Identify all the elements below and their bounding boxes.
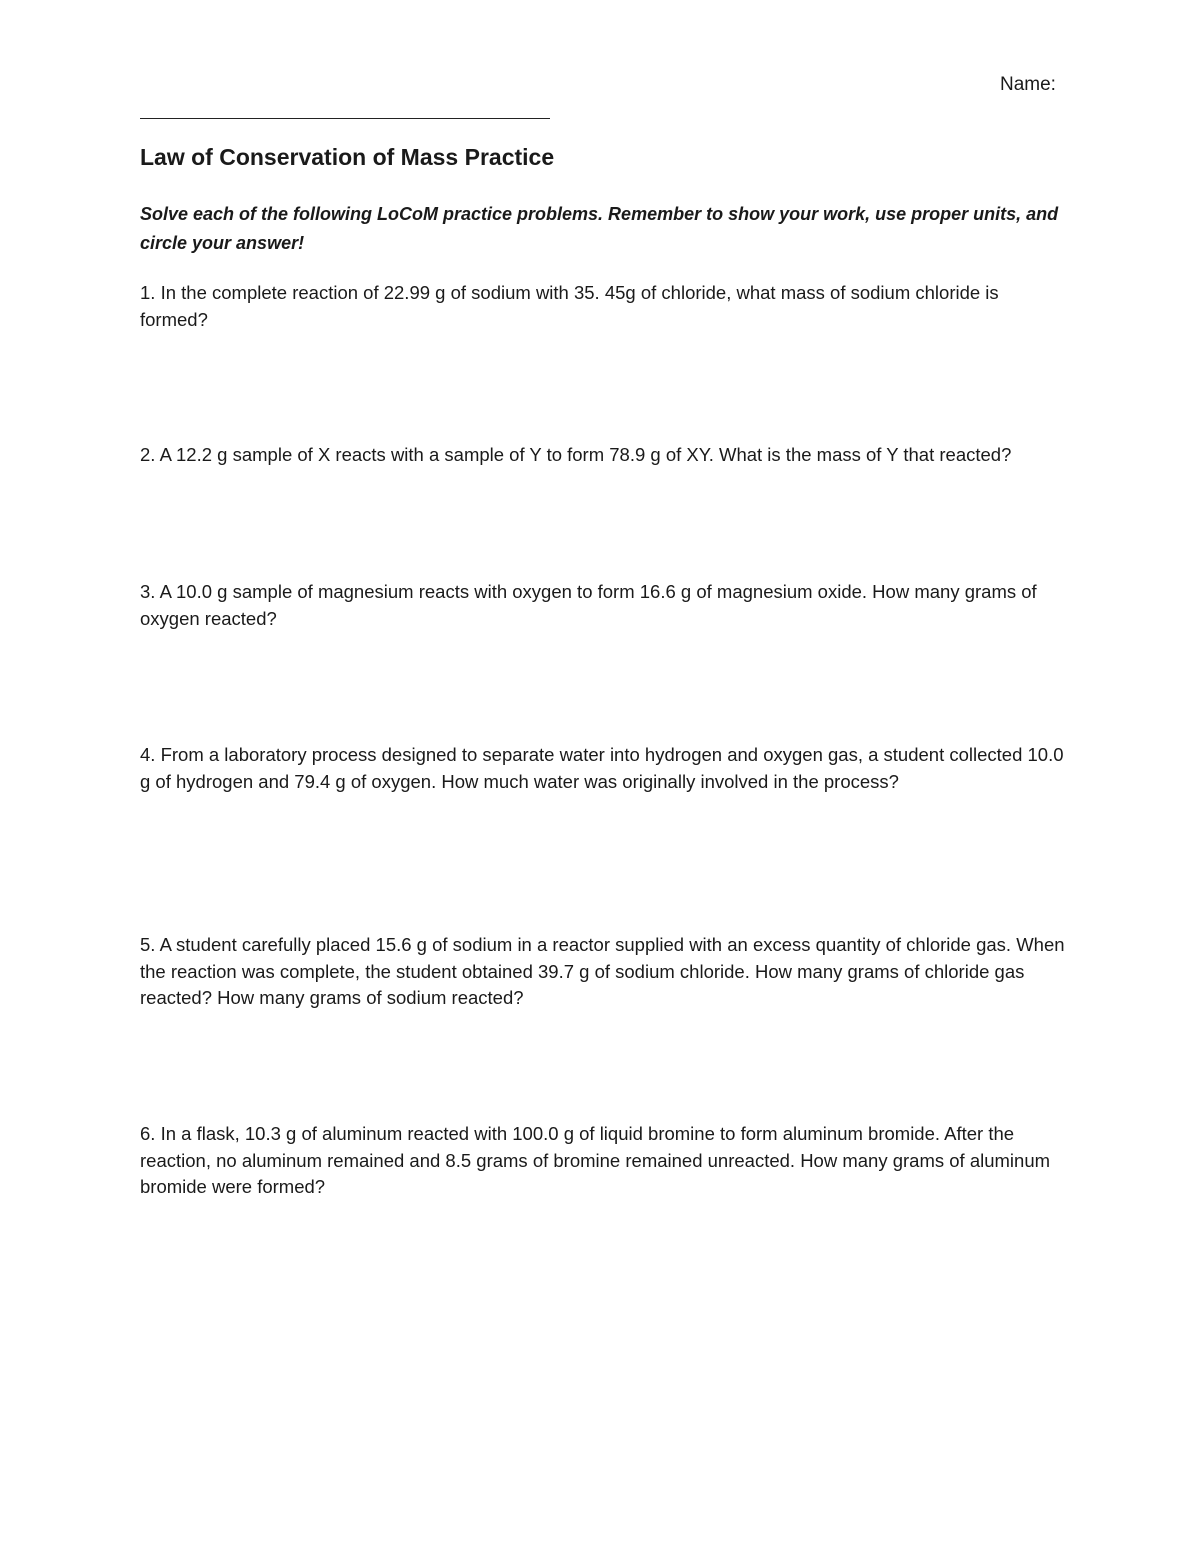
name-blank-line[interactable]: [140, 118, 550, 119]
question-number: 6.: [140, 1123, 156, 1144]
question-text: A student carefully placed 15.6 g of sodium in a reactor supplied with an excess quantity of chloride gas. When the reaction was complete, the student obtained 39.7 g of sodium chloride. How many grams of chloride gas reacted? How many grams of sodium reacted?: [140, 934, 1065, 1008]
question-number: 3.: [140, 581, 156, 602]
question-text: A 10.0 g sample of magnesium reacts with oxygen to form 16.6 g of magnesium oxide. How many grams of oxygen reacted?: [140, 581, 1037, 629]
worksheet-title: Law of Conservation of Mass Practice: [140, 144, 555, 170]
question-number: 4.: [140, 744, 156, 765]
question-text: In a flask, 10.3 g of aluminum reacted with 100.0 g of liquid bromine to form aluminum bromide. After the reaction, no aluminum remained and 8.5 grams of bromine remained unreacted. How many grams of aluminum bromide were formed?: [140, 1123, 1051, 1197]
question-text: A 12.2 g sample of X reacts with a sample of Y to form 78.9 g of XY. What is the mass of Y that reacted?: [159, 444, 1012, 465]
question-text: From a laboratory process designed to separate water into hydrogen and oxygen gas, a student collected 10.0 g of hydrogen and 79.4 g of oxygen. How much water was originally involved in the process?: [140, 744, 1064, 792]
question-1: [140, 280, 1065, 333]
question-number: 5.: [140, 934, 156, 955]
question-6: [140, 1121, 1065, 1201]
question-3: [140, 579, 1065, 632]
question-number: 2.: [140, 444, 156, 465]
question-text: In the complete reaction of 22.99 g of sodium with 35. 45g of chloride, what mass of sodium chloride is formed?: [140, 282, 999, 330]
question-4: [140, 742, 1065, 795]
name-label: Name:: [1000, 74, 1056, 95]
question-2: [140, 442, 1065, 469]
question-number: 1.: [140, 282, 156, 303]
question-5: [140, 932, 1065, 1012]
instructions: Solve each of the following LoCoM practice problems. Remember to show your work, use proper units, and circle your answer!: [140, 204, 1059, 253]
